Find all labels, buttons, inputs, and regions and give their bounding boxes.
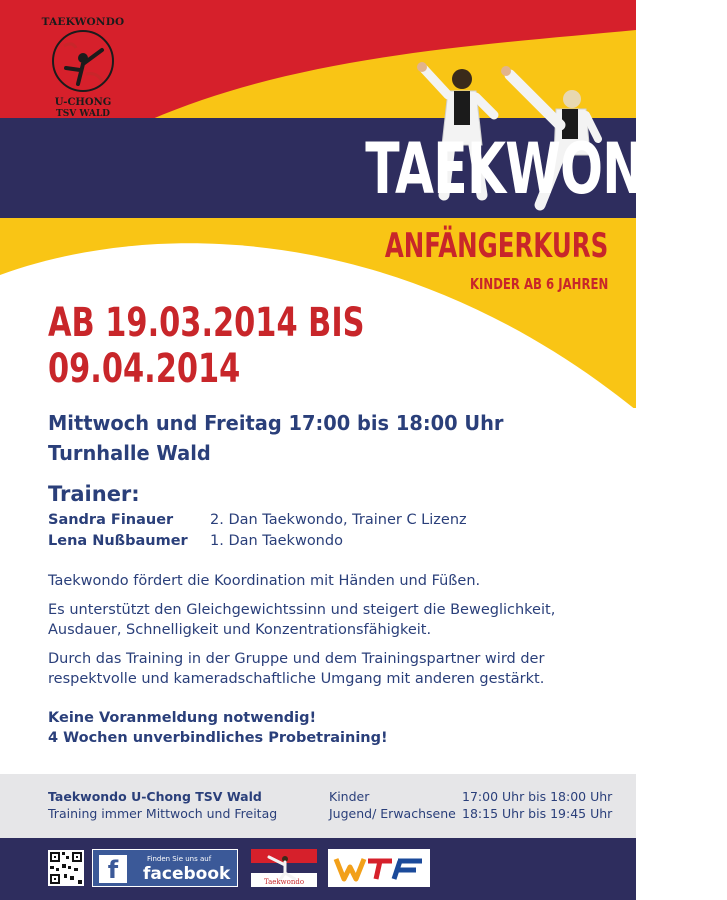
schedule — [48, 408, 503, 468]
footer-group: Kinder — [329, 789, 370, 804]
trainer-name: Lena Nußbaumer — [48, 533, 188, 549]
facebook-caption: Finden Sie uns auf — [147, 855, 212, 863]
wtf-logo-icon — [328, 849, 430, 887]
trainer-desc: 2. Dan Taekwondo, Trainer C Lizenz — [210, 512, 467, 528]
taekwondo-kicker-emblem-icon — [52, 28, 114, 94]
body-paragraph-3-line2: respektvolle und kameradschaftliche Umgang mit anderen gestärkt. — [48, 671, 545, 687]
dates-line1: AB 19.03.2014 BIS — [48, 300, 365, 346]
logo-bottom-line2: TSV WALD — [56, 109, 110, 119]
footer-group-time: 18:15 Uhr bis 19:45 Uhr — [462, 806, 613, 821]
body-paragraph-1: Taekwondo fördert die Koordination mit Händen und Füßen. — [48, 573, 481, 589]
footer-group: Jugend/ Erwachsene — [329, 806, 456, 821]
schedule-location: Turnhalle Wald — [48, 441, 211, 465]
club-logo — [30, 6, 136, 122]
body-paragraph-3-line1: Durch das Training in der Gruppe und dem Trainingspartner wird der — [48, 651, 545, 667]
footer-training-days: Training immer Mittwoch und Freitag — [48, 806, 278, 821]
body-paragraph-2-line2: Ausdauer, Schnelligkeit und Konzentrationsfähigkeit. — [48, 622, 432, 638]
facebook-f-icon: f — [99, 855, 127, 883]
course-dates — [48, 300, 365, 392]
registration-notice — [48, 708, 388, 748]
dates-line2: 09.04.2014 — [48, 346, 241, 392]
page-title: TAEKWONDO — [365, 128, 727, 210]
notice-line1: Keine Voranmeldung notwendig! — [48, 710, 317, 726]
notice-line2: 4 Wochen unverbindliches Probetraining! — [48, 730, 388, 746]
body-paragraph-2-line1: Es unterstützt den Gleichgewichtssinn und steigert die Beweglichkeit, — [48, 602, 556, 618]
footer-club-name: Taekwondo U-Chong TSV Wald — [48, 789, 262, 804]
club-small-logo — [251, 849, 317, 887]
qr-code-icon[interactable] — [48, 850, 84, 886]
trainer-row — [48, 533, 343, 549]
trainer-row — [48, 512, 467, 528]
facebook-wordmark: facebook — [143, 864, 231, 884]
schedule-days-time: Mittwoch und Freitag 17:00 bis 18:00 Uhr — [48, 411, 504, 435]
trainer-desc: 1. Dan Taekwondo — [210, 533, 343, 549]
trainer-name: Sandra Finauer — [48, 512, 174, 528]
course-subtitle: ANFÄNGERKURS — [384, 226, 608, 266]
age-note: KINDER AB 6 JAHREN — [469, 275, 608, 293]
body-paragraph-3 — [48, 649, 608, 689]
facebook-button[interactable] — [92, 849, 238, 887]
logo-bottom-line1: U-CHONG — [54, 97, 112, 108]
body-paragraph-2 — [48, 600, 608, 640]
trainer-heading: Trainer: — [48, 482, 140, 506]
logo-top-text: TAEKWONDO — [41, 16, 125, 28]
small-logo-text: Taekwondo — [263, 878, 305, 886]
footer-group-time: 17:00 Uhr bis 18:00 Uhr — [462, 789, 613, 804]
